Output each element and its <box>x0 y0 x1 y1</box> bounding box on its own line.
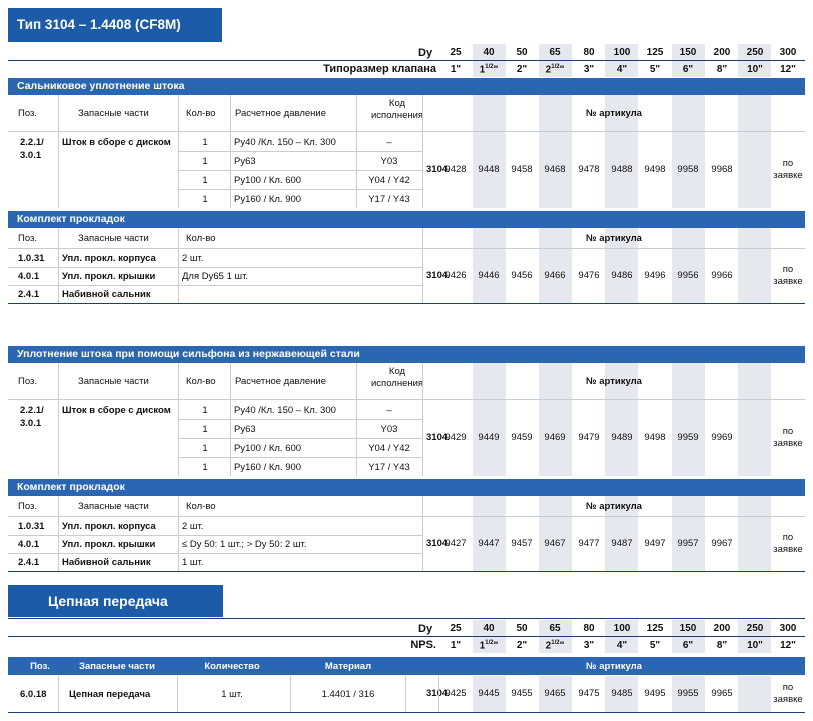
position: 2.4.1 <box>18 289 40 300</box>
article-number: 9498 <box>644 432 666 443</box>
column-shade <box>539 95 572 131</box>
nps-value: $1^{1/2}$" <box>479 64 499 76</box>
column-shade <box>738 676 771 712</box>
article-number: 9486 <box>611 270 633 281</box>
position: 4.0.1 <box>18 539 40 550</box>
row-divider <box>8 285 422 286</box>
dn-value: 25 <box>450 623 462 634</box>
position: 6.0.18 <box>20 689 47 700</box>
column-shade <box>672 363 705 399</box>
dn-value: 150 <box>679 47 697 58</box>
column-divider <box>230 95 231 131</box>
rule <box>8 60 805 61</box>
row-divider <box>178 438 422 439</box>
article-number: 9425 <box>445 688 467 699</box>
col-parts: Запасные части <box>79 661 155 672</box>
dn-value: 200 <box>713 623 731 634</box>
column-divider <box>178 517 179 571</box>
column-divider <box>422 363 423 399</box>
material: 1.4401 / 316 <box>321 689 375 700</box>
row-divider <box>178 457 422 458</box>
quantity: 1 <box>202 137 208 148</box>
col-qty: Кол-во <box>186 501 216 512</box>
column-shade <box>738 249 771 303</box>
dn-value: 250 <box>746 47 764 58</box>
article-number: 9449 <box>478 432 500 443</box>
article-number: 9966 <box>711 270 733 281</box>
on-request: по заявке <box>773 158 803 181</box>
column-shade <box>473 363 506 399</box>
dn-value: 80 <box>583 47 595 58</box>
column-divider <box>178 132 179 208</box>
column-divider <box>405 676 406 712</box>
column-divider <box>356 95 357 131</box>
pressure-value: Ру63 <box>234 156 256 167</box>
article-number: 9968 <box>711 164 733 175</box>
on-request: по заявке <box>773 264 803 287</box>
article-number: 9447 <box>478 538 500 549</box>
article-number: 9965 <box>711 688 733 699</box>
column-shade <box>738 228 771 248</box>
pressure-value: Ру63 <box>234 424 256 435</box>
nps-value: 3" <box>583 64 595 75</box>
column-divider <box>422 400 423 476</box>
column-divider <box>178 363 179 399</box>
nps-value: 8" <box>716 64 728 75</box>
gasket-header: Комплект прокладок <box>8 479 805 496</box>
dn-value: 100 <box>613 47 631 58</box>
article-number: 9495 <box>644 688 666 699</box>
column-divider <box>356 363 357 399</box>
part-name: Упл. прокл. корпуса <box>62 521 156 532</box>
article-prefix: 3104. <box>426 164 450 175</box>
code-value: Y04 / Y42 <box>368 443 410 454</box>
column-divider <box>290 676 291 712</box>
part-name: Шток в сборе с диском <box>62 405 171 416</box>
row-divider <box>8 267 422 268</box>
nps-value: 2" <box>516 640 528 651</box>
column-divider <box>58 496 59 516</box>
article-prefix: 3104. <box>426 270 450 281</box>
on-request: по заявке <box>773 426 803 449</box>
article-number: 9445 <box>478 688 500 699</box>
column-divider <box>178 496 179 516</box>
dn-value: 300 <box>779 47 797 58</box>
article-number: 9488 <box>611 164 633 175</box>
article-number: 9446 <box>478 270 500 281</box>
column-shade <box>738 132 771 208</box>
article-number: 9448 <box>478 164 500 175</box>
part-name: Шток в сборе с диском <box>62 137 171 148</box>
column-divider <box>178 228 179 248</box>
article-number: 9467 <box>544 538 566 549</box>
column-shade <box>539 228 572 248</box>
row-divider <box>8 535 422 536</box>
quantity: 1 <box>202 156 208 167</box>
rule <box>8 571 805 572</box>
nps-value: 5" <box>649 640 661 651</box>
dn-value: 125 <box>646 623 664 634</box>
article-number: 9497 <box>644 538 666 549</box>
quantity: 2 шт. <box>182 521 204 532</box>
quantity: 1 <box>202 462 208 473</box>
column-divider <box>422 95 423 131</box>
quantity: 1 шт. <box>221 689 243 700</box>
dn-value: 50 <box>516 47 528 58</box>
dn-value: 25 <box>450 47 462 58</box>
article-number: 9496 <box>644 270 666 281</box>
column-divider <box>58 95 59 131</box>
col-article: № артикула <box>586 108 642 119</box>
position: 1.0.31 <box>18 253 45 264</box>
article-number: 9475 <box>578 688 600 699</box>
quantity: 1 шт. <box>182 557 204 568</box>
pressure-value: Ру160 / Кл. 900 <box>234 194 302 205</box>
article-number: 9478 <box>578 164 600 175</box>
column-divider <box>58 132 59 208</box>
column-shade <box>473 496 506 516</box>
column-divider <box>178 400 179 476</box>
column-shade <box>672 496 705 516</box>
position: 1.0.31 <box>18 521 45 532</box>
position: 2.2.1/ 3.0.1 <box>20 137 44 161</box>
gasket-header: Комплект прокладок <box>8 211 805 228</box>
article-number: 9477 <box>578 538 600 549</box>
code-value: Y03 <box>380 156 398 167</box>
dn-value: 300 <box>779 623 797 634</box>
article-number: 9958 <box>677 164 699 175</box>
dn-value: 65 <box>549 623 561 634</box>
part-name: Упл. прокл. крышки <box>62 271 156 282</box>
quantity: Для Dy65 1 шт. <box>182 271 249 282</box>
article-number: 9489 <box>611 432 633 443</box>
part-name: Набивной сальник <box>62 289 151 300</box>
rule <box>8 712 805 713</box>
col-poz: Поз. <box>18 501 37 512</box>
article-number: 9466 <box>544 270 566 281</box>
article-number: 9969 <box>711 432 733 443</box>
col-code: Код исполнения <box>371 98 424 121</box>
article-number: 9967 <box>711 538 733 549</box>
nps-value: 6" <box>682 64 694 75</box>
column-shade <box>539 496 572 516</box>
column-shade <box>539 363 572 399</box>
size-label: Типоразмер клапана <box>323 63 436 75</box>
code-value: – <box>386 137 392 148</box>
rule <box>8 303 805 304</box>
section-header: Уплотнение штока при помощи сильфона из нержавеющей стали <box>8 346 805 363</box>
column-shade <box>473 95 506 131</box>
nps-value: 2" <box>516 64 528 75</box>
dn-value: 200 <box>713 47 731 58</box>
column-shade <box>672 95 705 131</box>
nps-value: 4" <box>616 640 628 651</box>
code-value: Y17 / Y43 <box>368 194 410 205</box>
column-divider <box>422 517 423 571</box>
article-number: 9485 <box>611 688 633 699</box>
article-number: 9468 <box>544 164 566 175</box>
dn-value: 40 <box>483 47 495 58</box>
column-divider <box>58 249 59 303</box>
column-divider <box>422 228 423 248</box>
column-shade <box>672 228 705 248</box>
article-number: 9955 <box>677 688 699 699</box>
dn-value: 50 <box>516 623 528 634</box>
column-divider <box>178 249 179 303</box>
part-name: Упл. прокл. корпуса <box>62 253 156 264</box>
column-divider <box>58 517 59 571</box>
nps-value: $1^{1/2}$" <box>479 640 499 652</box>
dn-value: 125 <box>646 47 664 58</box>
pressure-value: Ру40 /Кл. 150 – Кл. 300 <box>234 137 336 148</box>
pressure-value: Ру100 / Кл. 600 <box>234 175 302 186</box>
size-label: NPS. <box>410 639 436 651</box>
dn-value: 150 <box>679 623 697 634</box>
col-qty: Количество <box>204 661 260 672</box>
code-value: – <box>386 405 392 416</box>
chain-title: Цепная передача <box>8 585 223 617</box>
column-shade <box>473 228 506 248</box>
col-article: № артикула <box>586 501 642 512</box>
column-divider <box>422 132 423 208</box>
nps-value: 3" <box>583 640 595 651</box>
dn-value: 40 <box>483 623 495 634</box>
position: 2.2.1/ 3.0.1 <box>20 405 44 429</box>
column-shade <box>738 95 771 131</box>
nps-value: 1" <box>450 640 462 651</box>
code-value: Y04 / Y42 <box>368 175 410 186</box>
column-shade <box>738 363 771 399</box>
dy-label: Dy <box>418 47 433 59</box>
column-shade <box>738 496 771 516</box>
position: 4.0.1 <box>18 271 40 282</box>
col-poz: Поз. <box>18 233 37 244</box>
nps-value: 10" <box>747 64 763 75</box>
col-article: № артикула <box>586 376 642 387</box>
nps-value: 6" <box>682 640 694 651</box>
col-poz: Поз. <box>18 108 37 119</box>
article-number: 9479 <box>578 432 600 443</box>
col-pressure: Расчетное давление <box>235 376 326 387</box>
nps-value: 8" <box>716 640 728 651</box>
dn-value: 250 <box>746 623 764 634</box>
code-value: Y17 / Y43 <box>368 462 410 473</box>
col-parts: Запасные части <box>78 376 149 387</box>
quantity: 1 <box>202 175 208 186</box>
page-title: Тип 3104 – 1.4408 (CF8M) <box>8 8 222 42</box>
col-parts: Запасные части <box>78 108 149 119</box>
col-article: № артикула <box>586 233 642 244</box>
col-parts: Запасные части <box>78 501 149 512</box>
nps-value: 5" <box>649 64 661 75</box>
article-number: 9957 <box>677 538 699 549</box>
row-divider <box>178 170 422 171</box>
article-number: 9476 <box>578 270 600 281</box>
quantity: 1 <box>202 405 208 416</box>
column-divider <box>356 400 357 476</box>
section-header: Сальниковое уплотнение штока <box>8 78 805 95</box>
row-divider <box>8 553 422 554</box>
article-number: 9458 <box>511 164 533 175</box>
col-pressure: Расчетное давление <box>235 108 326 119</box>
article-number: 9459 <box>511 432 533 443</box>
col-poz: Поз. <box>18 376 37 387</box>
quantity: 1 <box>202 424 208 435</box>
col-poz: Поз. <box>30 661 50 672</box>
article-number: 9469 <box>544 432 566 443</box>
column-divider <box>422 496 423 516</box>
col-code: Код исполнения <box>371 366 424 389</box>
column-divider <box>230 132 231 208</box>
column-divider <box>177 676 178 712</box>
rule <box>8 636 805 637</box>
col-qty: Кол-во <box>186 376 216 387</box>
quantity: 1 <box>202 194 208 205</box>
quantity: ≤ Dy 50: 1 шт.; > Dy 50: 2 шт. <box>182 539 307 550</box>
article-number: 9457 <box>511 538 533 549</box>
article-number: 9959 <box>677 432 699 443</box>
nps-value: 1" <box>450 64 462 75</box>
article-number: 9427 <box>445 538 467 549</box>
nps-value: 12" <box>780 640 796 651</box>
column-divider <box>230 363 231 399</box>
column-divider <box>58 676 59 712</box>
code-value: Y03 <box>380 424 398 435</box>
article-number: 9956 <box>677 270 699 281</box>
column-divider <box>422 249 423 303</box>
nps-value: 10" <box>747 640 763 651</box>
quantity: 1 <box>202 443 208 454</box>
column-divider <box>58 363 59 399</box>
quantity: 2 шт. <box>182 253 204 264</box>
article-number: 9456 <box>511 270 533 281</box>
row-divider <box>178 189 422 190</box>
article-prefix: 3104. <box>426 538 450 549</box>
row-divider <box>178 419 422 420</box>
on-request: по заявке <box>773 682 803 705</box>
column-divider <box>58 400 59 476</box>
column-divider <box>356 132 357 208</box>
part-name: Набивной сальник <box>62 557 151 568</box>
col-material: Материал <box>324 661 372 672</box>
nps-value: $2^{1/2}$" <box>545 64 565 76</box>
position: 2.4.1 <box>18 557 40 568</box>
column-shade <box>738 517 771 571</box>
article-number: 9429 <box>445 432 467 443</box>
rule <box>8 618 805 619</box>
column-divider <box>438 676 439 712</box>
column-divider <box>230 400 231 476</box>
col-parts: Запасные части <box>78 233 149 244</box>
article-number: 9455 <box>511 688 533 699</box>
nps-value: 12" <box>780 64 796 75</box>
nps-value: $2^{1/2}$" <box>545 640 565 652</box>
row-divider <box>178 151 422 152</box>
col-qty: Кол-во <box>186 233 216 244</box>
dn-value: 80 <box>583 623 595 634</box>
pressure-value: Ру160 / Кл. 900 <box>234 462 302 473</box>
dn-value: 100 <box>613 623 631 634</box>
col-qty: Кол-во <box>186 108 216 119</box>
article-prefix: 3104. <box>426 432 450 443</box>
column-divider <box>178 95 179 131</box>
article-number: 9487 <box>611 538 633 549</box>
col-article: № артикула <box>586 661 642 672</box>
article-prefix: 3104. <box>426 688 450 699</box>
dy-label: Dy <box>418 623 433 635</box>
article-number: 9426 <box>445 270 467 281</box>
pressure-value: Ру100 / Кл. 600 <box>234 443 302 454</box>
article-number: 9428 <box>445 164 467 175</box>
part-name: Цепная передача <box>69 689 151 700</box>
column-divider <box>58 228 59 248</box>
pressure-value: Ру40 /Кл. 150 – Кл. 300 <box>234 405 336 416</box>
nps-value: 4" <box>616 64 628 75</box>
on-request: по заявке <box>773 532 803 555</box>
dn-value: 65 <box>549 47 561 58</box>
part-name: Упл. прокл. крышки <box>62 539 156 550</box>
article-number: 9498 <box>644 164 666 175</box>
column-shade <box>738 400 771 476</box>
article-number: 9465 <box>544 688 566 699</box>
